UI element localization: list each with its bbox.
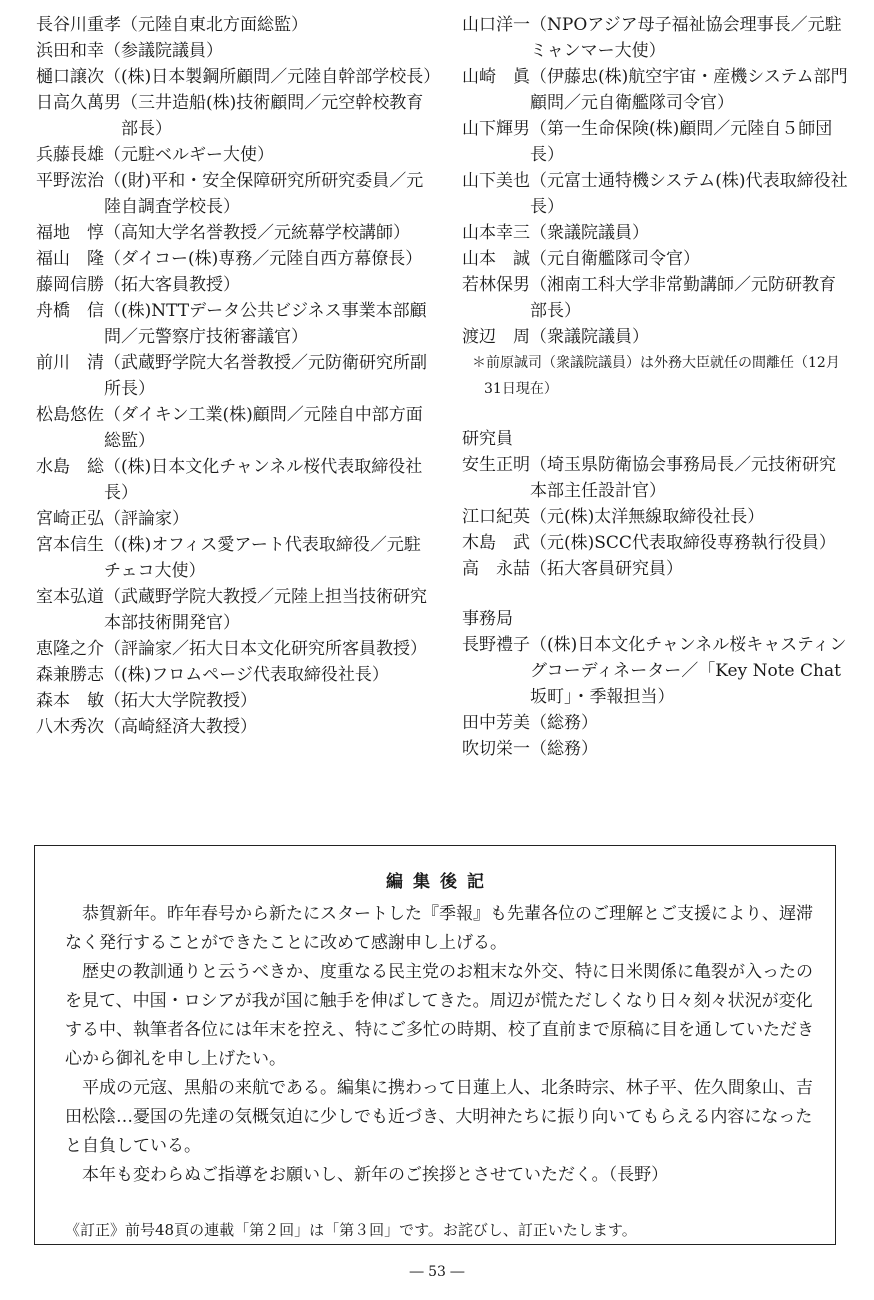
member-affiliation: （総務） [530, 739, 598, 759]
member-affiliation: （(株)フロムページ代表取締役社長） [104, 665, 389, 685]
member-entry [462, 632, 852, 710]
member-affiliation: （高崎経済大教授） [104, 717, 257, 737]
member-name: 長谷川重孝 [36, 15, 121, 35]
member-name: 山崎 眞 [462, 67, 530, 87]
member-name: 樋口譲次 [36, 67, 104, 87]
member-affiliation: （元(株)SCC代表取締役専務執行役員） [530, 533, 836, 553]
member-entry [36, 688, 436, 714]
member-name: 江口紀英 [462, 507, 530, 527]
member-entry [462, 272, 852, 324]
member-affiliation: （(株)オフィス愛アート代表取締役／元駐チェコ大使） [104, 535, 421, 581]
member-entry [462, 452, 852, 504]
editorial-paragraph: 歴史の教訓通りと云うべきか、度重なる民主党のお粗末な外交、特に日米関係に亀裂が入ったのを見て、中国・ロシアが我が国に触手を伸ばしてきた。周辺が慌ただしくなり日々刻々状況が変化する中、執筆者各位には年末を控え、特にご多忙の時期、校了直前まで原稿に目を通していただき心から御礼を申し上げたい。 [65, 962, 815, 1069]
secretariat-title: 事務局 [462, 609, 513, 629]
member-entry [36, 454, 436, 506]
member-affiliation: （湘南工科大学非常勤講師／元防研教育部長） [530, 275, 836, 321]
right-member-column [462, 12, 852, 762]
member-affiliation: （元自衛艦隊司令官） [530, 249, 700, 269]
editorial-paragraph: 平成の元寇、黒船の来航である。編集に携わって日蓮上人、北条時宗、林子平、佐久間象山、吉田松陰…憂国の先達の気概気迫に少しでも近づき、大明神たちに振り向いてもらえる内容になったと自負している。 [65, 1078, 813, 1156]
member-note: ＊前原誠司（衆議院議員）は外務大臣就任の間離任（12月31日現在） [472, 355, 840, 397]
member-name: 室本弘道 [36, 587, 104, 607]
member-name: 山下美也 [462, 171, 530, 191]
member-affiliation: （元駐ベルギー大使） [104, 145, 274, 165]
member-affiliation: （評論家） [104, 509, 189, 529]
member-name: 長野禮子 [462, 635, 530, 655]
member-affiliation: （武蔵野学院大教授／元陸上担当技術研究本部技術開発官） [104, 587, 427, 633]
member-affiliation: （衆議院議員） [530, 327, 649, 347]
member-name: 平野浤治 [36, 171, 104, 191]
member-entry [462, 556, 852, 582]
member-affiliation: （拓大客員教授） [104, 275, 240, 295]
member-entry [462, 220, 852, 246]
member-affiliation: （元富士通特機システム(株)代表取締役社長） [530, 171, 848, 217]
member-entry [462, 64, 852, 116]
member-entry [462, 504, 852, 530]
right-member-list [462, 12, 852, 350]
member-name: 福地 惇 [36, 223, 104, 243]
member-name: 森兼勝志 [36, 665, 104, 685]
member-entry [462, 12, 852, 64]
member-entry [36, 662, 436, 688]
member-name: 森本 敏 [36, 691, 104, 711]
member-affiliation: （NPOアジア母子福祉協会理事長／元駐ミャンマー大使） [530, 15, 842, 61]
researchers-list [462, 452, 852, 582]
member-name: 田中芳美 [462, 713, 530, 733]
member-name: 安生正明 [462, 455, 530, 475]
member-entry [462, 736, 852, 762]
member-name: 前川 清 [36, 353, 104, 373]
member-affiliation: （衆議院議員） [530, 223, 649, 243]
member-entry [36, 246, 436, 272]
member-entry [36, 168, 436, 220]
member-name: 恵隆之介 [36, 639, 104, 659]
member-name: 木島 武 [462, 533, 530, 553]
member-entry [36, 272, 436, 298]
member-entry [36, 584, 436, 636]
member-affiliation: （拓大大学院教授） [104, 691, 257, 711]
left-member-column [36, 12, 441, 740]
member-affiliation: （参議院議員） [104, 41, 223, 61]
member-affiliation: （元(株)太洋無線取締役社長） [530, 507, 765, 527]
member-affiliation: （ダイキン工業(株)顧問／元陸自中部方面総監） [104, 405, 423, 451]
member-affiliation: （拓大客員研究員） [530, 559, 683, 579]
member-affiliation: （伊藤忠(株)航空宇宙・産機システム部門顧問／元自衛艦隊司令官） [530, 67, 848, 113]
member-entry [36, 38, 436, 64]
researchers-title: 研究員 [462, 429, 513, 449]
member-affiliation: （武蔵野学院大名誉教授／元防衛研究所副所長） [104, 353, 427, 399]
member-name: 松島悠佐 [36, 405, 104, 425]
member-affiliation: （(財)平和・安全保障研究所研究委員／元陸自調査学校長） [104, 171, 424, 217]
member-entry [36, 220, 436, 246]
member-affiliation: （(株)日本文化チャンネル桜代表取締役社長） [104, 457, 423, 503]
member-entry [36, 350, 436, 402]
member-entry [36, 714, 436, 740]
editorial-paragraph: 恭賀新年。昨年春号から新たにスタートした『季報』も先輩各位のご理解とご支援により、遅滞なく発行することができたことに改めて感謝申し上げる。 [65, 904, 813, 953]
member-entry [36, 532, 436, 584]
member-name: 山本 誠 [462, 249, 530, 269]
member-entry [36, 12, 436, 38]
secretariat-list [462, 632, 852, 762]
page-number: ― 53 ― [409, 1264, 465, 1280]
member-affiliation: （三井造船(株)技術顧問／元空幹校教育部長） [121, 93, 424, 139]
member-affiliation: （(株)日本製鋼所顧問／元陸自幹部学校長） [104, 67, 441, 87]
member-name: 渡辺 周 [462, 327, 530, 347]
member-entry [462, 530, 852, 556]
member-name: 日高久萬男 [36, 93, 121, 113]
member-name: 若林保男 [462, 275, 530, 295]
member-name: 八木秀次 [36, 717, 104, 737]
member-name: 藤岡信勝 [36, 275, 104, 295]
member-name: 兵藤長雄 [36, 145, 104, 165]
member-affiliation: （元陸自東北方面総監） [121, 15, 308, 35]
member-entry [462, 168, 852, 220]
member-entry [36, 298, 436, 350]
member-name: 山口洋一 [462, 15, 530, 35]
member-name: 福山 隆 [36, 249, 104, 269]
member-entry [36, 64, 441, 90]
member-entry [36, 90, 436, 142]
member-name: 舟橋 信 [36, 301, 104, 321]
member-name: 水島 総 [36, 457, 104, 477]
member-affiliation: （(株)NTTデータ公共ビジネス事業本部顧問／元警察庁技術審議官） [104, 301, 427, 347]
member-entry [462, 116, 852, 168]
member-name: 山本幸三 [462, 223, 530, 243]
member-name: 高 永喆 [462, 559, 530, 579]
member-entry [36, 402, 436, 454]
editorial-paragraph: 本年も変わらぬご指導をお願いし、新年のご挨拶とさせていただく。（長野） [82, 1165, 669, 1185]
member-name: 宮崎正弘 [36, 509, 104, 529]
member-name: 宮本信生 [36, 535, 104, 555]
editorial-title: 編集後記 [386, 872, 494, 892]
member-entry [36, 142, 436, 168]
editorial-box [34, 845, 836, 1245]
member-entry [462, 246, 852, 272]
member-affiliation: （評論家／拓大日本文化研究所客員教授） [104, 639, 427, 659]
correction-note: 《訂正》前号48頁の連載「第２回」は「第３回」です。お詫びし、訂正いたします。 [65, 1221, 637, 1239]
member-affiliation: （埼玉県防衛協会事務局長／元技術研究本部主任設計官） [530, 455, 836, 501]
member-affiliation: （第一生命保険(株)顧問／元陸自５師団長） [530, 119, 833, 165]
member-name: 浜田和幸 [36, 41, 104, 61]
member-affiliation: （ダイコー(株)専務／元陸自西方幕僚長） [104, 249, 423, 269]
member-entry [36, 636, 436, 662]
member-affiliation: （(株)日本文化チャンネル桜キャスティングコーディネーター／「Key Note Chat 坂町」・季報担当） [530, 635, 847, 707]
member-affiliation: （総務） [530, 713, 598, 733]
member-entry [462, 324, 852, 350]
member-entry [36, 506, 436, 532]
member-name: 山下輝男 [462, 119, 530, 139]
member-name: 吹切栄一 [462, 739, 530, 759]
member-affiliation: （高知大学名誉教授／元統幕学校講師） [104, 223, 410, 243]
member-entry [462, 710, 852, 736]
